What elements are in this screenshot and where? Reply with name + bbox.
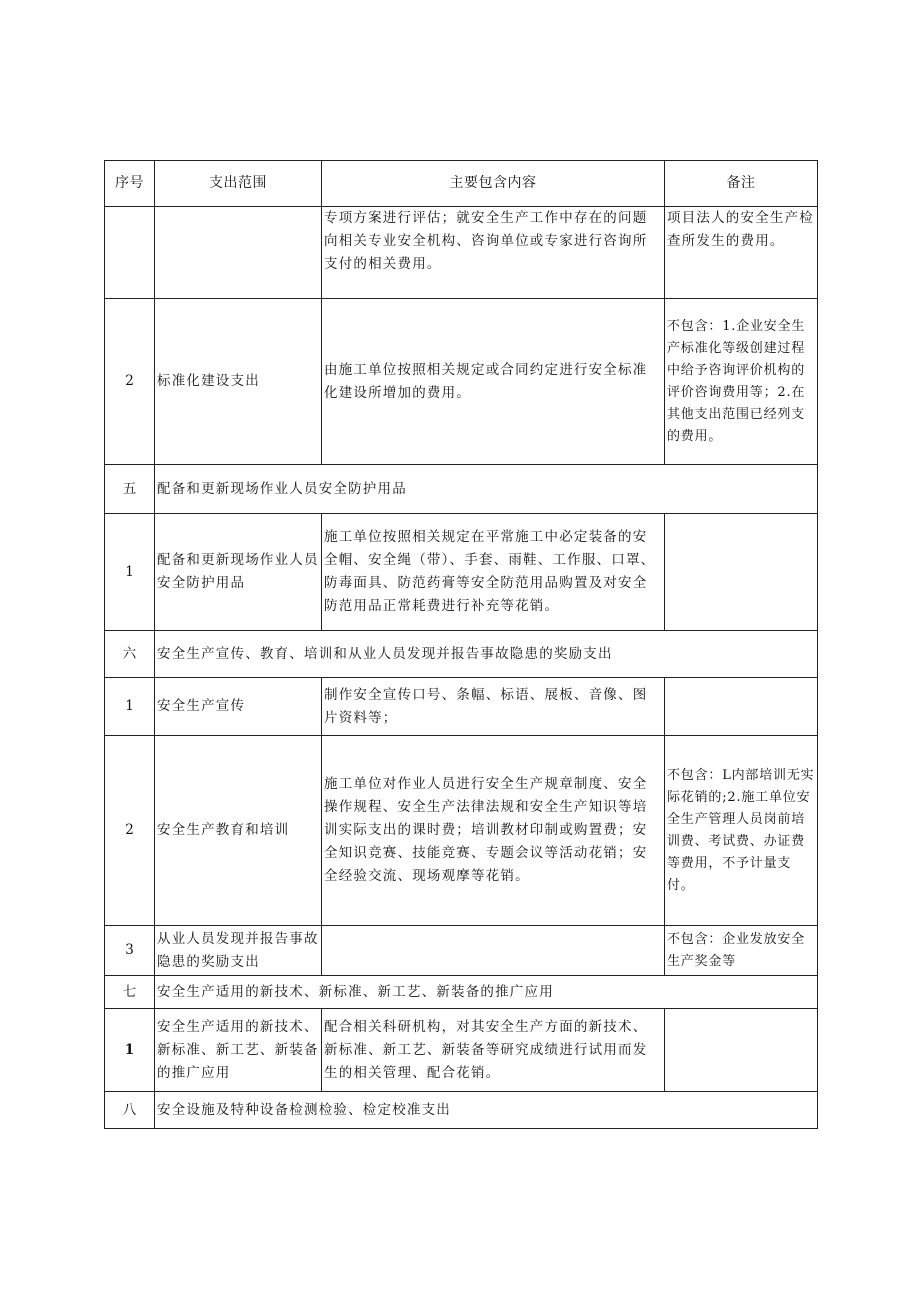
table-row bbox=[105, 926, 818, 976]
table-row bbox=[105, 299, 818, 465]
row-note: 不包含：L内部培训无实际花销的;2.施工单位安全生产管理人员岗前培训费、考试费、办证费等费用，不予计量支付。 bbox=[665, 736, 818, 926]
section-title: 安全生产宣传、教育、培训和从业人员发现并报告事故隐患的奖励支出 bbox=[155, 631, 818, 678]
section-num: 六 bbox=[105, 631, 155, 678]
header-row bbox=[105, 161, 818, 207]
section-title: 配备和更新现场作业人员安全防护用品 bbox=[155, 465, 818, 514]
row-scope: 安全生产宣传 bbox=[155, 678, 322, 736]
row-num: 3 bbox=[105, 926, 155, 976]
row-content: 制作安全宣传口号、条幅、标语、展板、音像、图片资料等； bbox=[322, 678, 665, 736]
row-content: 施工单位按照相关规定在平常施工中必定装备的安全帽、安全绳（带）、手套、雨鞋、工作服、口罩、防毒面具、防范药膏等安全防范用品购置及对安全防范用品正常耗费进行补充等花销。 bbox=[322, 514, 665, 631]
header-content: 主要包含内容 bbox=[322, 161, 665, 207]
header-num: 序号 bbox=[105, 161, 155, 207]
row-scope: 标准化建设支出 bbox=[155, 299, 322, 465]
table-row bbox=[105, 678, 818, 736]
row-note bbox=[665, 1009, 818, 1092]
row-num: 1 bbox=[105, 514, 155, 631]
row-scope: 从业人员发现并报告事故隐患的奖励支出 bbox=[155, 926, 322, 976]
section-row-8 bbox=[105, 1092, 818, 1129]
row-scope: 安全生产适用的新技术、新标准、新工艺、新装备的推广应用 bbox=[155, 1009, 322, 1092]
section-row-7 bbox=[105, 976, 818, 1009]
section-title: 安全生产适用的新技术、新标准、新工艺、新装备的推广应用 bbox=[155, 976, 818, 1009]
section-row-5 bbox=[105, 465, 818, 514]
row-scope: 安全生产教育和培训 bbox=[155, 736, 322, 926]
section-row-6 bbox=[105, 631, 818, 678]
section-num: 七 bbox=[105, 976, 155, 1009]
row-note bbox=[665, 678, 818, 736]
expense-table-page bbox=[104, 160, 818, 1129]
table-row bbox=[105, 514, 818, 631]
header-note: 备注 bbox=[665, 161, 818, 207]
safety-expense-table bbox=[104, 160, 818, 1129]
header-scope: 支出范围 bbox=[155, 161, 322, 207]
row-num: 1 bbox=[105, 1009, 155, 1092]
row-content: 由施工单位按照相关规定或合同约定进行安全标准化建设所增加的费用。 bbox=[322, 299, 665, 465]
row-content: 配合相关科研机构，对其安全生产方面的新技术、新标准、新工艺、新装备等研究成绩进行试用而发生的相关管理、配合花销。 bbox=[322, 1009, 665, 1092]
row-note: 不包含：企业发放安全生产奖金等 bbox=[665, 926, 818, 976]
table-row bbox=[105, 1009, 818, 1092]
row-scope: 配备和更新现场作业人员安全防护用品 bbox=[155, 514, 322, 631]
table-row bbox=[105, 736, 818, 926]
section-num: 五 bbox=[105, 465, 155, 514]
section-num: 八 bbox=[105, 1092, 155, 1129]
row-num: 2 bbox=[105, 299, 155, 465]
row-content: 施工单位对作业人员进行安全生产规章制度、安全操作规程、安全生产法律法规和安全生产知识等培训实际支出的课时费；培训教材印制或购置费；安全知识竞赛、技能竞赛、专题会议等活动花销；安全经验交流、现场观摩等花销。 bbox=[322, 736, 665, 926]
row-note bbox=[665, 514, 818, 631]
row-num: 2 bbox=[105, 736, 155, 926]
row-num bbox=[105, 207, 155, 299]
row-note: 项目法人的安全生产检查所发生的费用。 bbox=[665, 207, 818, 299]
row-num: 1 bbox=[105, 678, 155, 736]
table-row bbox=[105, 207, 818, 299]
row-content bbox=[322, 926, 665, 976]
row-note: 不包含：1.企业安全生产标准化等级创建过程中给予咨询评价机构的评价咨询费用等；2.在其他支出范围已经列支的费用。 bbox=[665, 299, 818, 465]
row-scope bbox=[155, 207, 322, 299]
section-title: 安全设施及特种设备检测检验、检定校准支出 bbox=[155, 1092, 818, 1129]
row-content: 专项方案进行评估；就安全生产工作中存在的问题向相关专业安全机构、咨询单位或专家进行咨询所支付的相关费用。 bbox=[322, 207, 665, 299]
